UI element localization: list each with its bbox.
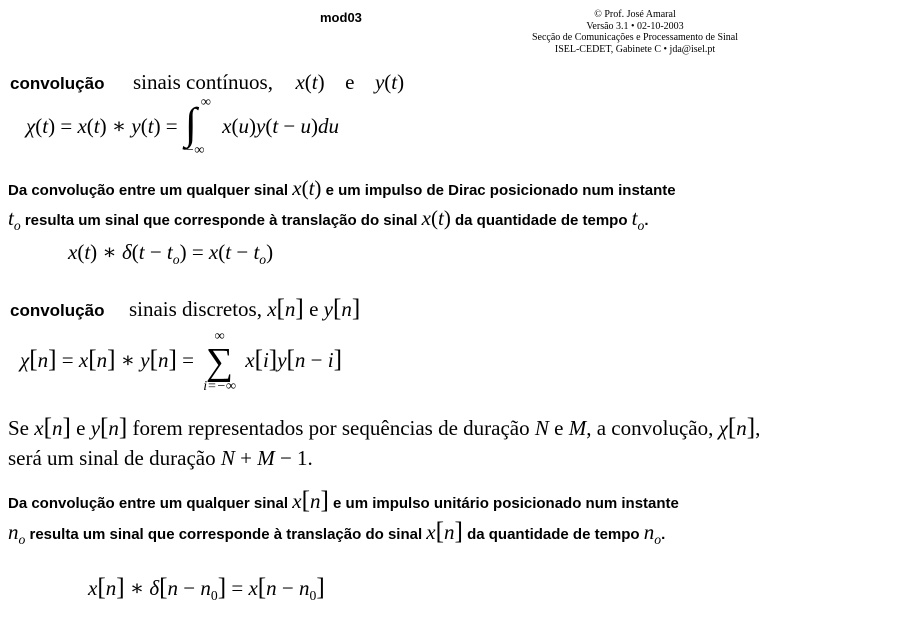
math-N: N: [534, 416, 549, 440]
continuous-convolution-equation: χ(t) = x(t) ∗ y(t) = ∫ ∞ −∞ x(u)y(t − u)du: [26, 95, 339, 159]
paragraph-text: resulta um sinal que corresponde à translação do sinal: [29, 526, 423, 543]
lower-limit: i=−∞: [203, 379, 236, 395]
duration-paragraph-line-1: [8, 414, 760, 442]
paragraph-text: Da convolução entre um qualquer sinal: [8, 495, 289, 512]
integral-sign: ∫ ∞ −∞: [184, 95, 211, 159]
continuous-heading-line: [10, 70, 404, 95]
conjunction: e: [345, 70, 355, 94]
paragraph-text: , a convolução,: [586, 416, 714, 440]
math-M: M: [568, 416, 587, 440]
credits-line: Versão 3.1 • 02-10-2003: [586, 20, 684, 32]
credits-line: © Prof. José Amaral: [594, 9, 676, 20]
period: .: [307, 446, 313, 470]
math-y-of-t: y(t): [374, 70, 405, 94]
math-x-of-t: x(t): [295, 70, 325, 94]
paragraph-text: forem representados por sequências de duração: [132, 416, 530, 440]
math-x-of-n: x[n]: [267, 295, 304, 322]
dirac-shift-equation: x(t) ∗ $\delta(t - t_o) = x(t - t_o)$: [68, 240, 274, 268]
comma: ,: [755, 416, 761, 440]
credits-block: [515, 9, 755, 55]
paragraph-text: e um impulso de Dirac posicionado num instante: [325, 182, 676, 199]
lower-limit: −∞: [184, 143, 205, 159]
discrete-heading-line: [10, 295, 360, 323]
dirac-paragraph-line-1: [8, 176, 676, 201]
paragraph-text: será um sinal de duração: [8, 446, 216, 470]
discrete-convolution-equation: χ[n] = x[n] ∗ y[n] = ∞ ∑ i=−∞ x[i]y[n − i]: [20, 329, 342, 395]
conjunction: e: [76, 416, 86, 440]
math-duration-sum: N + M − 1: [220, 446, 308, 470]
module-label: mod03: [320, 10, 362, 25]
credits-line: ISEL-CEDET, Gabinete C • jda@isel.pt: [554, 43, 716, 55]
math-n-o: $n_o$: [643, 520, 662, 548]
conjunction: e: [309, 297, 319, 321]
dirac-paragraph-line-2: [8, 206, 649, 234]
conjunction: e: [554, 416, 564, 440]
paragraph-text: Da convolução entre um qualquer sinal: [8, 182, 289, 199]
math-x-of-n: x[n]: [292, 487, 329, 514]
paragraph-text: da quantidade de tempo: [454, 212, 628, 229]
math-x-of-t: x(t): [421, 206, 451, 230]
section-heading: convolução: [10, 74, 105, 93]
unit-impulse-paragraph-line-2: [8, 518, 665, 548]
summation-sign: ∞ ∑ i=−∞: [203, 329, 236, 395]
math-x-of-t: x(t): [292, 176, 322, 200]
math-n-o: $n_o$: [8, 520, 26, 548]
math-x-of-n: x[n]: [426, 518, 463, 545]
upper-limit: ∞: [214, 329, 225, 345]
upper-limit: ∞: [200, 95, 211, 111]
paragraph-text: e um impulso unitário posicionado num instante: [333, 495, 679, 512]
credits-line: Secção de Comunicações e Processamento de Sinal: [531, 32, 739, 43]
paragraph-text: da quantidade de tempo: [467, 526, 640, 543]
period: .: [644, 212, 649, 229]
math-chi-of-n: χ[n]: [718, 414, 756, 441]
section-desc: sinais contínuos,: [132, 70, 273, 94]
paragraph-text: resulta um sinal que corresponde à translação do sinal: [24, 212, 418, 229]
paragraph-text: Se: [8, 416, 29, 440]
section-desc: sinais discretos,: [128, 297, 262, 321]
math-x-of-n: x[n]: [34, 414, 71, 441]
math-y-of-n: y[n]: [323, 295, 361, 322]
section-heading: convolução: [10, 301, 105, 320]
period: .: [661, 526, 666, 543]
math-t-o: $t_o$: [8, 206, 21, 234]
unit-shift-equation: x[n] ∗ $\delta[n - n_0] = x[n - n_0]$: [88, 574, 325, 604]
math-t-o: $t_o$: [631, 206, 645, 234]
math-y-of-n: y[n]: [90, 414, 128, 441]
duration-paragraph-line-2: [8, 446, 313, 471]
unit-impulse-paragraph-line-1: [8, 487, 679, 515]
